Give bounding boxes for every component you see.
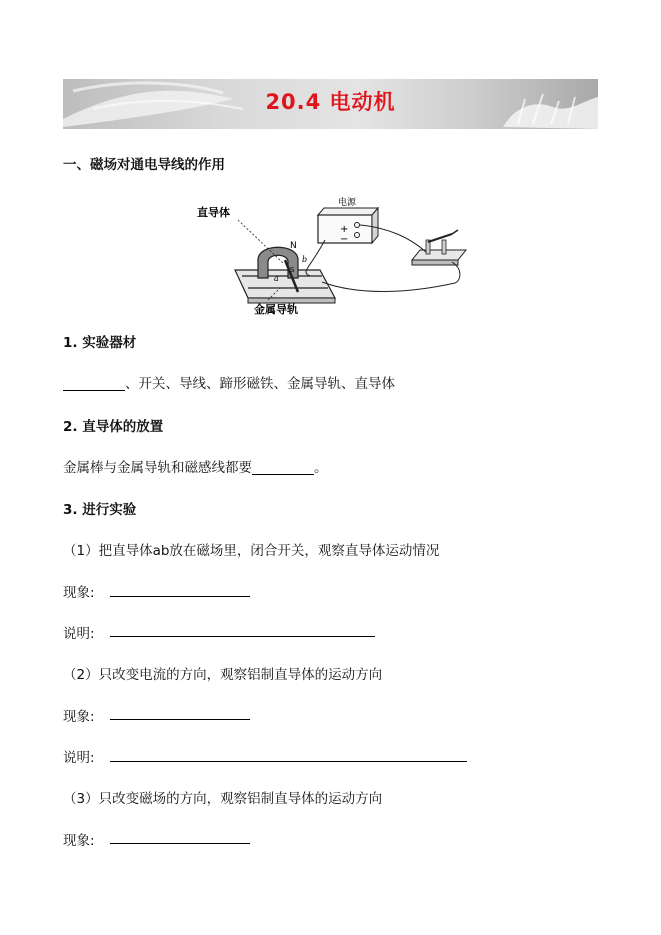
title-banner	[63, 79, 598, 129]
svg-text:+: +	[340, 224, 349, 235]
phenomenon-answer-line-3[interactable]	[110, 843, 250, 844]
step1-text: （1）把直导体ab放在磁场里，闭合开关，观察直导体运动情况	[63, 543, 440, 559]
label-rails: 金属导轨	[254, 303, 298, 316]
phenomenon-answer-line-2[interactable]	[110, 719, 250, 720]
phenomenon-label-1: 现象:	[63, 585, 95, 601]
svg-text:N: N	[290, 241, 297, 251]
phenomenon-label-3: 现象:	[63, 833, 95, 849]
svg-text:b: b	[302, 255, 308, 264]
phenomenon-label-2: 现象:	[63, 709, 95, 725]
item3-heading: 3. 进行实验	[63, 502, 137, 518]
rail-base	[235, 270, 335, 298]
experiment-diagram	[190, 188, 480, 318]
item1-heading: 1. 实验器材	[63, 335, 137, 351]
explanation-answer-line-1[interactable]	[110, 636, 375, 637]
step3-text: （3）只改变磁场的方向，观察铝制直导体的运动方向	[63, 791, 383, 807]
item2-heading: 2. 直导体的放置	[63, 419, 164, 435]
step2-text: （2）只改变电流的方向，观察铝制直导体的运动方向	[63, 667, 383, 683]
svg-text:−: −	[340, 234, 349, 245]
svg-text:S: S	[290, 266, 295, 274]
phenomenon-answer-line-1[interactable]	[110, 596, 250, 597]
explanation-answer-line-2[interactable]	[110, 761, 467, 762]
svg-text:a: a	[274, 274, 279, 283]
label-conductor: 直导体	[197, 206, 230, 219]
explanation-label-1: 说明:	[63, 626, 95, 642]
item1-line: 、开关、导线、蹄形磁铁、金属导轨、直导体	[63, 372, 395, 392]
item1-answer-blank[interactable]	[63, 376, 125, 391]
item2-line: 金属棒与金属导轨和磁感线都要 。	[63, 460, 328, 476]
switch	[412, 250, 466, 260]
section-heading: 一、磁场对通电导线的作用	[63, 157, 225, 173]
page-title: 20.4 电动机	[265, 90, 396, 114]
label-power: 电源	[338, 198, 357, 208]
explanation-label-2: 说明:	[63, 750, 95, 766]
item2-answer-blank[interactable]	[252, 460, 314, 475]
